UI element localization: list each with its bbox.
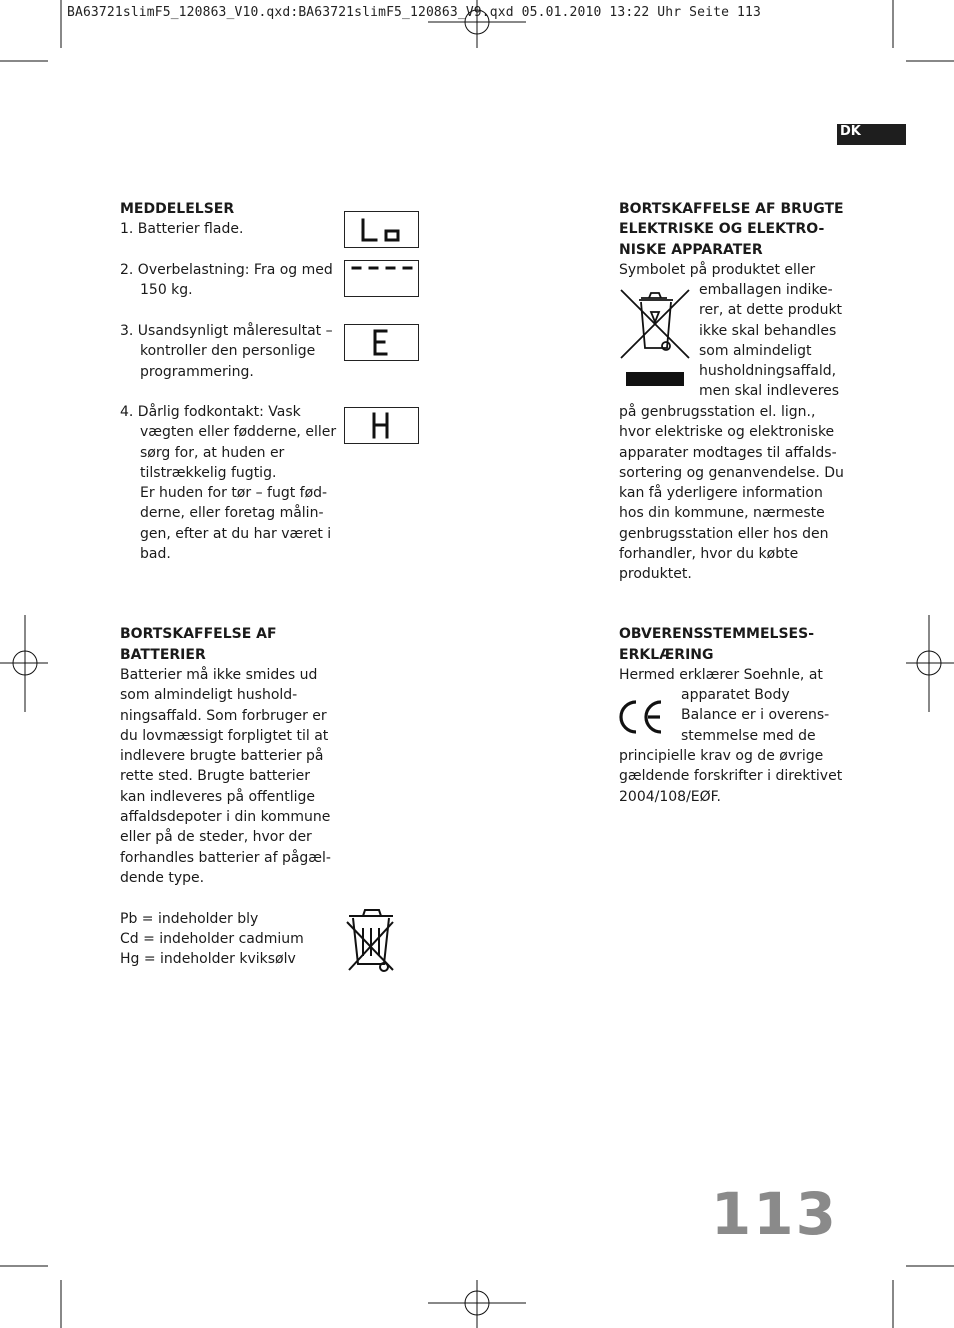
- battery-hg: Hg = indeholder kviksølv: [120, 951, 296, 967]
- weee-heading-1: BORTSKAFFELSE AF BRUGTE: [619, 201, 844, 217]
- weee-wrap-line-3: ikke skal behandles: [699, 323, 837, 339]
- conformity-heading-2: ERKLÆRING: [619, 647, 714, 663]
- weee-heading-3: NISKE APPARATER: [619, 242, 763, 258]
- weee-heading-2: ELEKTRISKE OG ELEKTRO-: [619, 221, 825, 237]
- message-item-1: 1. Batterier flade.: [120, 221, 244, 237]
- weee-wrap-line-5: husholdningsaffald,: [699, 363, 837, 379]
- weee-wrap-line-1: emballagen indike-: [699, 282, 833, 298]
- conformity-wrap-line-3: stemmelse med de: [681, 728, 816, 744]
- display-e-icon: [344, 324, 419, 361]
- battery-pb: Pb = indeholder bly: [120, 911, 259, 927]
- battery-heading-1: BORTSKAFFELSE AF: [120, 626, 277, 642]
- message-item-3: 3. Usandsynligt måleresultat – kontroller den personlige programmering.: [120, 323, 333, 380]
- battery-body: Batterier må ikke smides ud som almindeligt hushold-ningsaffald. Som forbruger er du lovmæssigt forpligtet til at indlevere brugte batterier på rette sted. Brugte batterier kan indleveres på offentlige affaldsdepoter i din kommune eller på de steder, hvor der forhandles batterier af pågæl-dende type.: [120, 667, 331, 886]
- display-h-icon: [344, 407, 419, 444]
- crossed-bin-icon: [343, 906, 399, 974]
- weee-wrap-line-2: rer, at dette produkt: [699, 302, 843, 318]
- weee-rest: på genbrugsstation el. lign., hvor elektriske og elektroniske apparater modtages til affalds-sortering og genanvendelse. Du kan få yderligere information hos din kommune, nærmeste genbrugsstation eller hos den forhandler, hvor du købte produktet.: [619, 404, 844, 583]
- message-item-4-extra: Er huden for tør – fugt fød-derne, eller foretag målin-gen, efter at du har været i bad.: [140, 485, 332, 562]
- display-lo-icon: [344, 211, 419, 248]
- battery-cd: Cd = indeholder cadmium: [120, 931, 304, 947]
- message-item-4: 4. Dårlig fodkontakt: Vask vægten eller fødderne, eller sørg for, at huden er tilstrækkelig fugtig.: [120, 404, 337, 481]
- ce-mark-icon: [617, 699, 665, 735]
- conformity-intro: Hermed erklærer Soehnle, at: [619, 667, 823, 683]
- battery-heading-2: BATTERIER: [120, 647, 206, 663]
- conformity-wrap-line-2: Balance er i overens-: [681, 707, 830, 723]
- weee-wrap-line-6: men skal indleveres: [699, 383, 840, 399]
- conformity-rest: principielle krav og de øvrige gældende forskrifter i direktivet 2004/108/EØF.: [619, 748, 843, 805]
- conformity-wrap-line-1: apparatet Body: [681, 687, 790, 703]
- slug-line: BA63721slimF5_120863_V10.qxd:BA63721slimF5_120863_V9.qxd 05.01.2010 13:22 Uhr Seite 113: [67, 5, 761, 20]
- conformity-heading-1: OBVERENSSTEMMELSES-: [619, 626, 815, 642]
- language-tab: DK: [837, 124, 906, 145]
- messages-heading: MEDDELELSER: [120, 201, 235, 217]
- display-overload-icon: [344, 260, 419, 297]
- weee-bin-icon: [619, 286, 691, 388]
- message-item-2: 2. Overbelastning: Fra og med 150 kg.: [120, 262, 333, 299]
- page-number: 113: [710, 1180, 838, 1248]
- weee-intro: Symbolet på produktet eller: [619, 262, 816, 278]
- weee-wrap-line-4: som almindeligt: [699, 343, 812, 359]
